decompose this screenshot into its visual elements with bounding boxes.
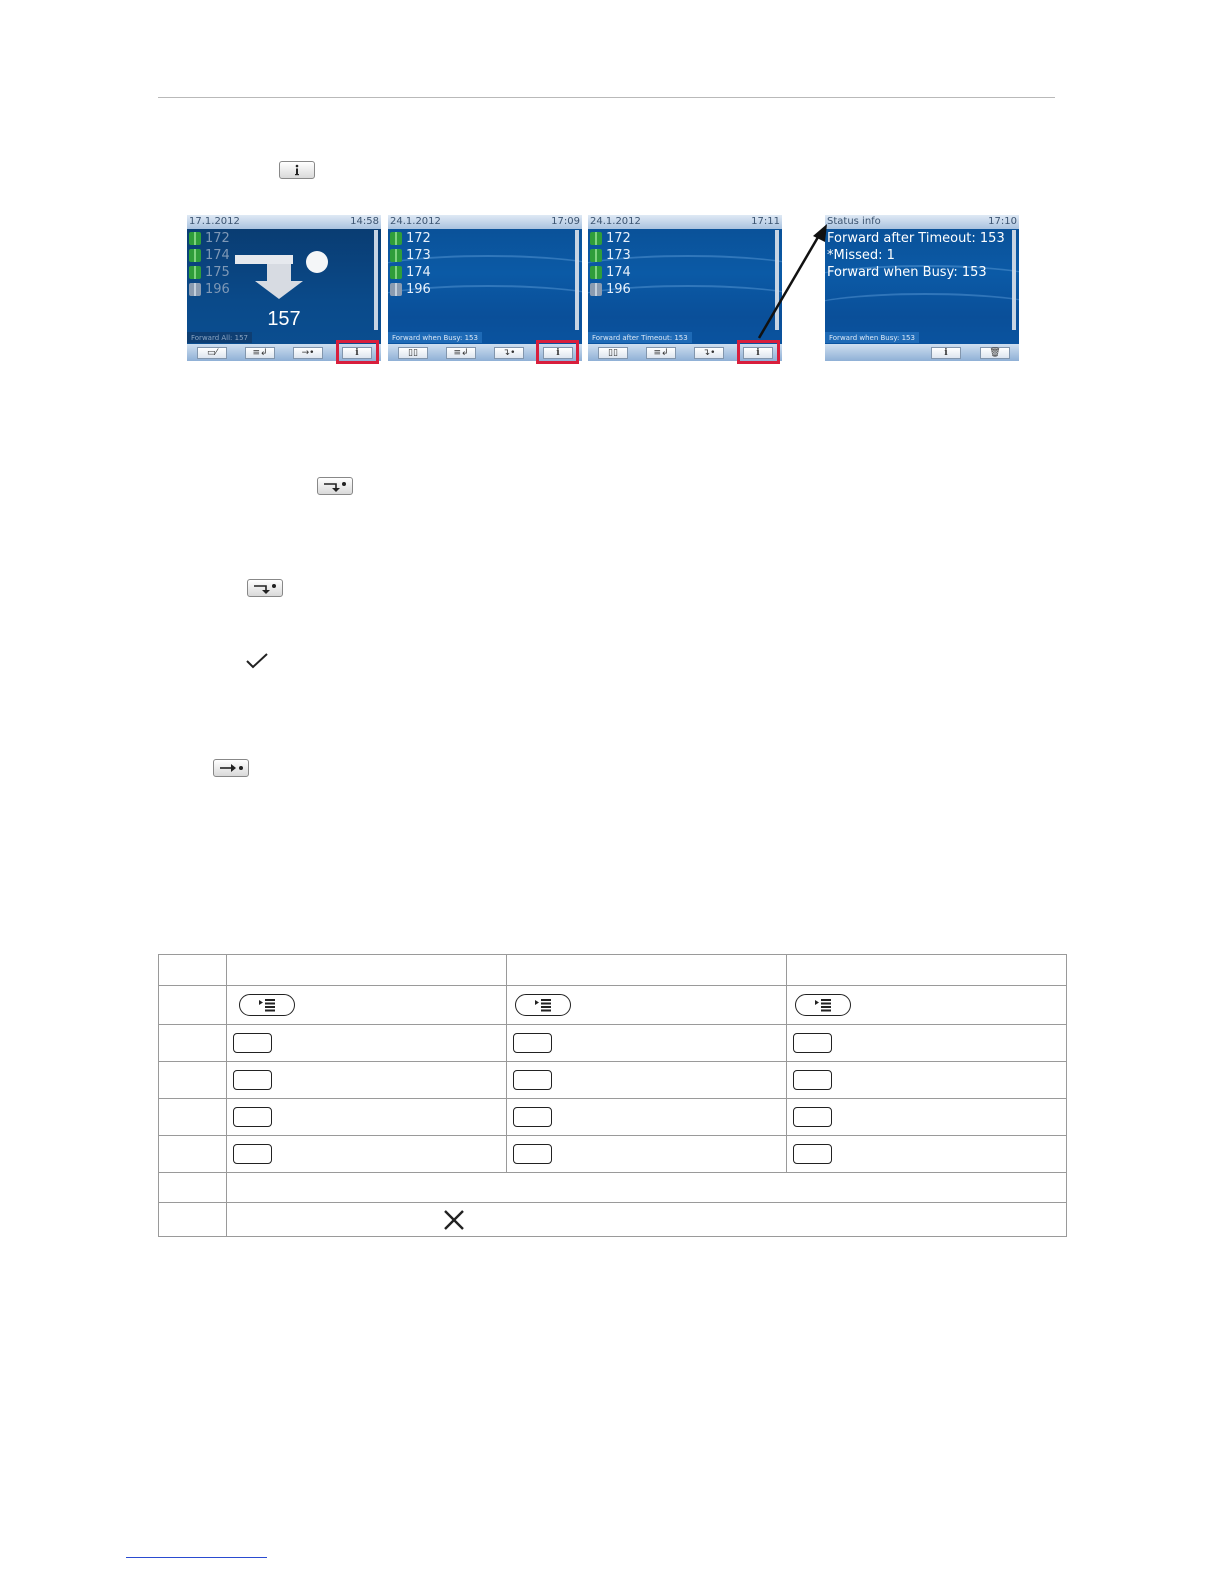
phonebook-edit-softkey[interactable]: ▭⁄ bbox=[197, 347, 227, 359]
forward-busy-softkey[interactable]: ↴• bbox=[494, 347, 524, 359]
softkey-bar bbox=[825, 344, 1019, 361]
line-key-icon bbox=[233, 1107, 272, 1127]
phone-icon bbox=[590, 283, 602, 296]
table-cell bbox=[227, 955, 507, 986]
phone-icon bbox=[590, 232, 602, 245]
line-key-icon bbox=[513, 1107, 552, 1127]
status-info-line: Forward when Busy: 153 bbox=[827, 264, 987, 280]
screen-time: 17:09 bbox=[551, 216, 580, 227]
table-cell bbox=[227, 1136, 507, 1173]
table-cell bbox=[507, 1099, 787, 1136]
screen-date: 17.1.2012 bbox=[189, 216, 240, 227]
info-softkey[interactable]: i bbox=[743, 347, 773, 359]
delete-softkey[interactable]: 🗑 bbox=[980, 347, 1010, 359]
list-item: 172 bbox=[590, 230, 631, 246]
table-row bbox=[159, 1062, 1067, 1099]
line-key-icon bbox=[513, 1033, 552, 1053]
status-info-line: *Missed: 1 bbox=[827, 247, 895, 263]
phone-icon bbox=[590, 266, 602, 279]
list-item: 172 bbox=[390, 230, 431, 246]
table-cell bbox=[227, 1099, 507, 1136]
list-item: 174 bbox=[390, 264, 431, 280]
status-line: Forward when Busy: 153 bbox=[825, 332, 919, 343]
table-cell bbox=[159, 1136, 227, 1173]
list-item: 174 bbox=[189, 247, 230, 263]
table-cell bbox=[507, 1136, 787, 1173]
table-cell bbox=[507, 955, 787, 986]
menu-key-icon bbox=[515, 994, 571, 1016]
list-softkey[interactable]: ≡↲ bbox=[646, 347, 676, 359]
list-item: 174 bbox=[590, 264, 631, 280]
line-key-icon bbox=[233, 1070, 272, 1090]
line-key-icon bbox=[793, 1033, 832, 1053]
phone-icon bbox=[189, 232, 201, 245]
highlight-box bbox=[737, 340, 780, 364]
menu-key-icon bbox=[795, 994, 851, 1016]
screen-header bbox=[588, 215, 782, 229]
checkmark-icon bbox=[245, 652, 269, 670]
info-key-icon bbox=[279, 161, 315, 179]
forward-busy-key-icon bbox=[317, 477, 353, 495]
table-row bbox=[159, 1203, 1067, 1237]
table-row bbox=[159, 986, 1067, 1025]
forward-all-large-icon bbox=[233, 245, 333, 301]
phone-icon bbox=[390, 283, 402, 296]
forward-busy-key-icon bbox=[247, 579, 283, 597]
table-cell bbox=[787, 1099, 1067, 1136]
arrow-icon bbox=[755, 222, 830, 342]
table-row bbox=[159, 955, 1067, 986]
table-cell bbox=[787, 955, 1067, 986]
forward-all-key-icon bbox=[213, 759, 249, 777]
table-cell bbox=[787, 1062, 1067, 1099]
line-key-icon bbox=[513, 1144, 552, 1164]
scrollbar bbox=[1012, 230, 1016, 330]
line-key-icon bbox=[513, 1070, 552, 1090]
table-cell bbox=[507, 1025, 787, 1062]
list-item: 175 bbox=[189, 264, 230, 280]
screen-header bbox=[187, 215, 381, 229]
list-item: 173 bbox=[590, 247, 631, 263]
phone-icon bbox=[189, 283, 201, 296]
status-line: Forward when Busy: 153 bbox=[388, 332, 482, 343]
table-cell bbox=[227, 1203, 1067, 1237]
table-cell bbox=[227, 1173, 1067, 1203]
status-line: Forward after Timeout: 153 bbox=[588, 332, 692, 343]
screen-time: 17:10 bbox=[988, 216, 1017, 227]
phone-icon bbox=[390, 232, 402, 245]
phone-icon bbox=[189, 249, 201, 262]
list-softkey[interactable]: ≡↲ bbox=[446, 347, 476, 359]
screen-title: Status info bbox=[827, 216, 881, 227]
table-cell bbox=[227, 1025, 507, 1062]
list-item: 172 bbox=[189, 230, 230, 246]
screen-date: 24.1.2012 bbox=[390, 216, 441, 227]
table-cell bbox=[507, 1062, 787, 1099]
line-key-icon bbox=[233, 1033, 272, 1053]
screen-header bbox=[388, 215, 582, 229]
key-mapping-table bbox=[158, 954, 1067, 1237]
phone-icon bbox=[189, 266, 201, 279]
table-row bbox=[159, 1025, 1067, 1062]
screen-time: 14:58 bbox=[350, 216, 379, 227]
table-cell bbox=[787, 1025, 1067, 1062]
scrollbar bbox=[374, 230, 378, 330]
line-key-icon bbox=[793, 1144, 832, 1164]
phonebook-softkey[interactable]: ▯▯ bbox=[398, 347, 428, 359]
screen-header bbox=[825, 215, 1019, 229]
line-key-icon bbox=[233, 1144, 272, 1164]
phone-icon bbox=[390, 249, 402, 262]
table-cell bbox=[159, 1025, 227, 1062]
table-cell bbox=[227, 986, 507, 1025]
phone-icon bbox=[590, 249, 602, 262]
table-cell bbox=[159, 986, 227, 1025]
screen-time: 17:11 bbox=[751, 216, 780, 227]
table-cell bbox=[507, 986, 787, 1025]
status-line: Forward All: 157 bbox=[187, 332, 252, 343]
info-softkey[interactable]: i bbox=[543, 347, 573, 359]
info-softkey[interactable]: i bbox=[342, 347, 372, 359]
table-cell bbox=[159, 1173, 227, 1203]
table-cell bbox=[159, 955, 227, 986]
phonebook-softkey[interactable]: ▯▯ bbox=[598, 347, 628, 359]
line-key-icon bbox=[793, 1070, 832, 1090]
scrollbar bbox=[575, 230, 579, 330]
header-rule bbox=[158, 97, 1055, 98]
table-cell bbox=[159, 1203, 227, 1237]
list-item: 196 bbox=[390, 281, 431, 297]
screen-date: 24.1.2012 bbox=[590, 216, 641, 227]
list-item: 173 bbox=[390, 247, 431, 263]
table-cell bbox=[159, 1099, 227, 1136]
forward-busy-softkey[interactable]: ↴• bbox=[694, 347, 724, 359]
list-item: 196 bbox=[189, 281, 230, 297]
table-cell bbox=[227, 1062, 507, 1099]
forward-target-number: 157 bbox=[267, 308, 301, 330]
info-softkey[interactable]: i bbox=[931, 347, 961, 359]
table-cell bbox=[787, 986, 1067, 1025]
table-row bbox=[159, 1173, 1067, 1203]
table-row bbox=[159, 1099, 1067, 1136]
footer-link-underline[interactable] bbox=[126, 1557, 267, 1558]
close-icon bbox=[443, 1209, 465, 1231]
list-softkey[interactable]: ≡↲ bbox=[245, 347, 275, 359]
menu-key-icon bbox=[239, 994, 295, 1016]
line-key-icon bbox=[793, 1107, 832, 1127]
status-info-line: Forward after Timeout: 153 bbox=[827, 230, 1005, 246]
phone-screen-status-info bbox=[825, 215, 1019, 361]
list-item: 196 bbox=[590, 281, 631, 297]
forward-softkey[interactable]: →• bbox=[293, 347, 323, 359]
table-cell bbox=[159, 1062, 227, 1099]
table-cell bbox=[787, 1136, 1067, 1173]
highlight-box bbox=[336, 340, 379, 364]
table-row bbox=[159, 1136, 1067, 1173]
highlight-box bbox=[536, 340, 579, 364]
phone-icon bbox=[390, 266, 402, 279]
